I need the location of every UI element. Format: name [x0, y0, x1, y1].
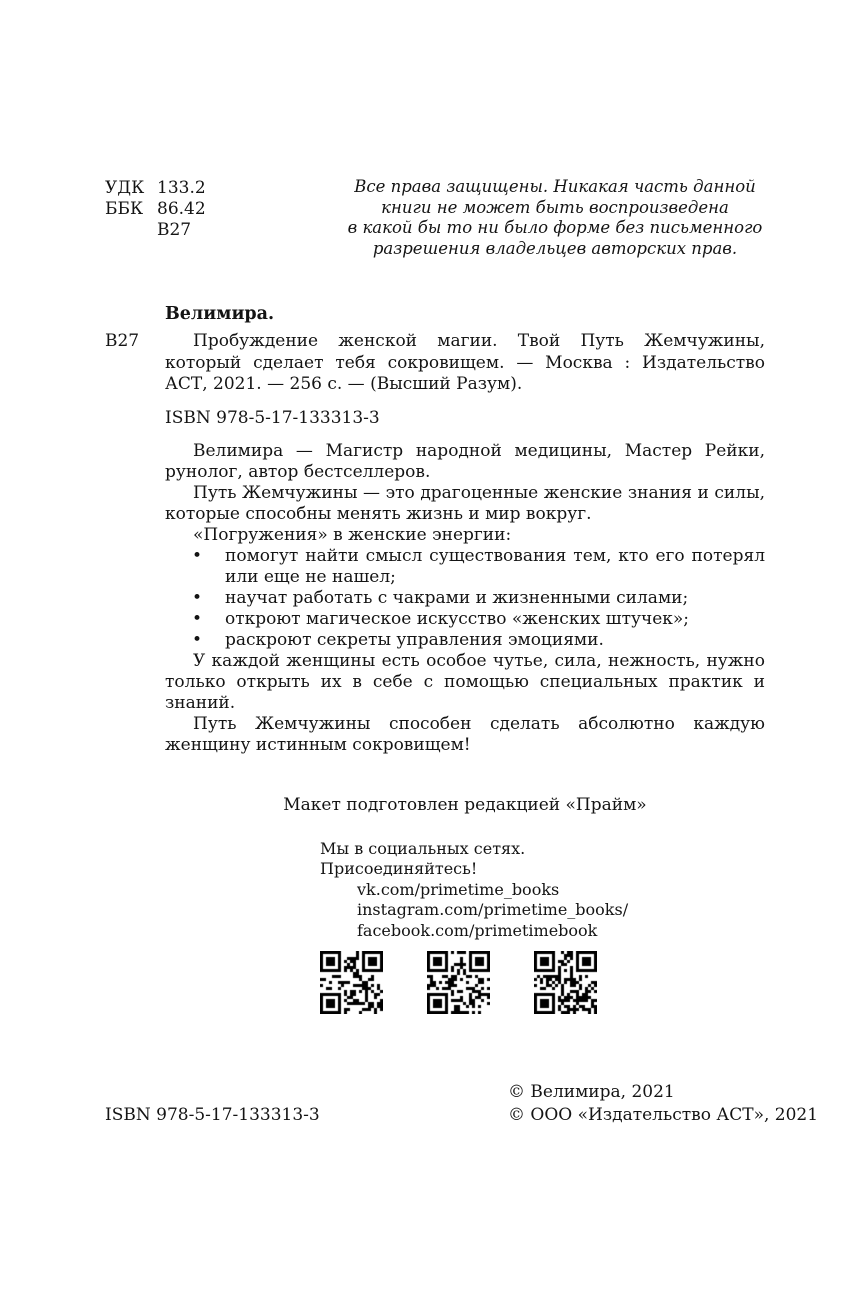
- catalog-code: В27: [105, 331, 140, 351]
- qr-code-row: [320, 951, 597, 1014]
- footer-copyright: [508, 1081, 818, 1127]
- social-link-text: facebook.com/primetimebook: [357, 920, 598, 940]
- author-sign-row: [105, 220, 206, 241]
- annotation-paragraphs-after: [165, 651, 765, 756]
- annotation-bullet-item: • раскроют секреты управления эмоциями.: [165, 630, 765, 651]
- annotation-paragraph: У каждой женщины есть особое чутье, сила, нежность, нужно только открыть их в себе с помощью специальных практик и знаний.: [165, 651, 765, 713]
- social-link-text: vk.com/primetime_books: [357, 879, 560, 899]
- author-sign-value: В27: [157, 220, 192, 240]
- bbk-row: [105, 199, 206, 220]
- social-intro-line: Присоединяйтесь!: [320, 859, 478, 879]
- udk-row: [105, 178, 206, 199]
- isbn-top: ISBN 978-5-17-133313-3: [165, 408, 380, 428]
- udk-value: 133.2: [157, 178, 206, 198]
- imprint-line: Макет подготовлен редакцией «Прайм»: [283, 795, 647, 815]
- copyright-line: © ООО «Издательство АСТ», 2021: [508, 1105, 819, 1125]
- footer-isbn: ISBN 978-5-17-133313-3: [105, 1105, 320, 1125]
- bbk-value: 86.42: [157, 199, 206, 219]
- catalog-entry: [105, 331, 765, 396]
- annotation-paragraph: Путь Жемчужины способен сделать абсолютно каждую женщину истинным сокровищем!: [165, 714, 765, 755]
- social-intro: [320, 839, 628, 880]
- social-intro-line: Мы в социальных сетях.: [320, 839, 526, 858]
- catalog-description: Пробуждение женской магии. Твой Путь Жемчужины, который сделает тебя сокровищем. — Москва : Издательство АСТ, 2021. — 256 с. — (Высший Разум).: [165, 331, 765, 394]
- rights-notice-line: разрешения владельцев авторских прав.: [372, 238, 738, 258]
- annotation-bullet-list: [165, 546, 765, 651]
- udk-label: УДК: [105, 178, 145, 198]
- rights-notice-line: книги не может быть воспроизведена: [381, 197, 729, 217]
- rights-notice-line: Все права защищены. Никакая часть данной: [354, 177, 756, 196]
- annotation-paragraph: Велимира — Магистр народной медицины, Мастер Рейки, рунолог, автор бестселлеров.: [165, 441, 765, 482]
- annotation-bullet-item: • откроют магическое искусство «женских штучек»;: [165, 609, 765, 630]
- author-heading: Велимира.: [165, 304, 275, 324]
- annotation-bullet-item: • помогут найти смысл существования тем, кто его потерял или еще не нашел;: [165, 546, 765, 588]
- qr-code-1: [320, 951, 383, 1014]
- annotation-paragraph: Путь Жемчужины — это драгоценные женские знания и силы, которые способны менять жизнь и мир вокруг.: [165, 483, 765, 524]
- bbk-label: ББК: [105, 199, 144, 219]
- rights-notice: [345, 177, 765, 259]
- annotation-paragraphs-before: [165, 441, 765, 546]
- qr-code-3: [534, 951, 597, 1014]
- annotation-bullet-item: • научат работать с чакрами и жизненными силами;: [165, 588, 765, 609]
- annotation-paragraph: «Погружения» в женские энергии:: [193, 525, 512, 545]
- copyright-line: © Велимира, 2021: [508, 1082, 675, 1102]
- qr-code-2: [427, 951, 490, 1014]
- social-links: [320, 880, 628, 941]
- classification-block: [105, 178, 206, 241]
- rights-notice-line: в какой бы то ни было форме без письменного: [347, 218, 763, 237]
- social-link-text: instagram.com/primetime_books/: [357, 900, 629, 920]
- annotation-block: [165, 441, 765, 756]
- social-block: [320, 839, 628, 941]
